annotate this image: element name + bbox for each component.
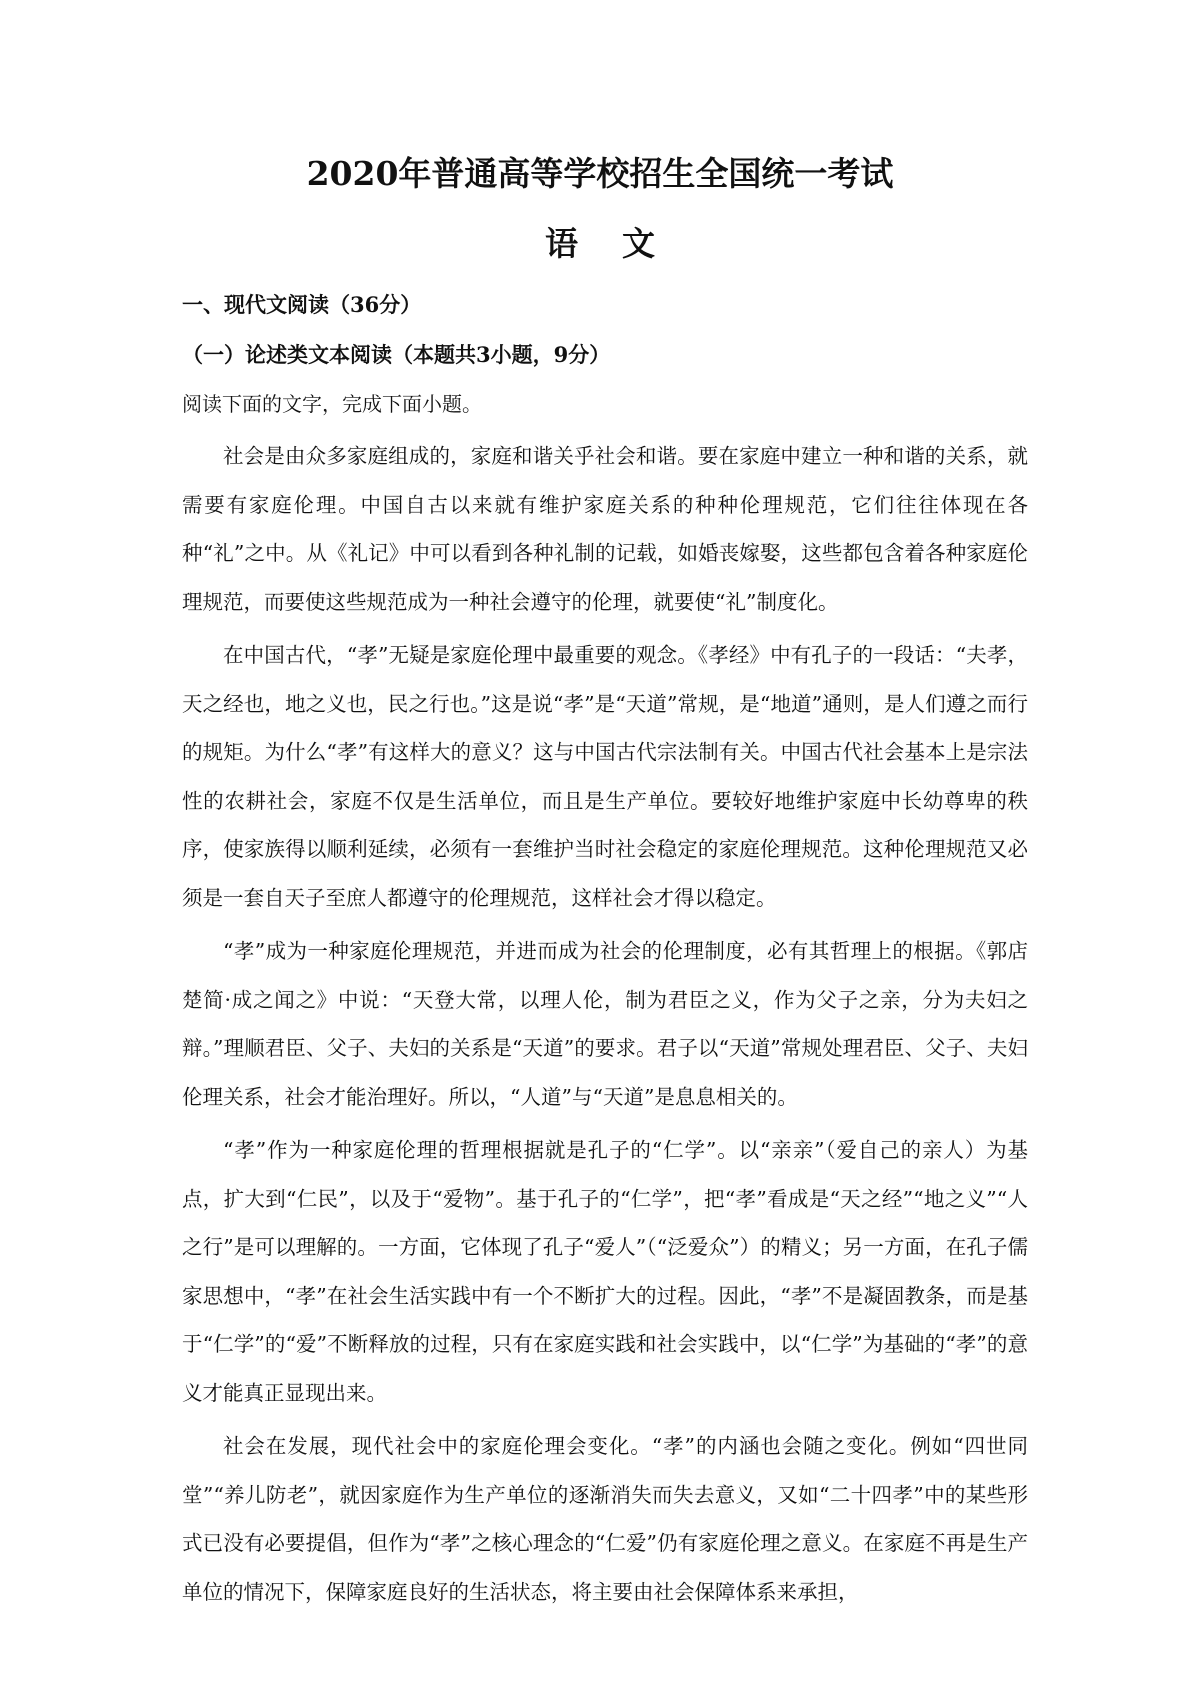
passage-paragraph-4: “孝”作为一种家庭伦理的哲理根据就是孔子的“仁学”。以“亲亲”（爱自己的亲人）为基点，扩大到“仁民”，以及于“爱物”。基于孔子的“仁学”，把“孝”看成是“天之经”“地之义”“人之行”是可以理解的。一方面，它体现了孔子“爱人”（“泛爱众”）的精义；另一方面，在孔子儒家思想中，“孝”在社会生活实践中有一个不断扩大的过程。因此，“孝”不是凝固教条，而是基于“仁学”的“爱”不断释放的过程，只有在家庭实践和社会实践中，以“仁学”为基础的“孝”的意义才能真正显现出来。 — [182, 1138, 1028, 1405]
reading-instruction: 阅读下面的文字，完成下面小题。 — [182, 392, 482, 416]
passage-paragraph-1: 社会是由众多家庭组成的，家庭和谐关乎社会和谐。要在家庭中建立一种和谐的关系，就需要有家庭伦理。中国自古以来就有维护家庭关系的种种伦理规范，它们往往体现在各种“礼”之中。从《礼记》中可以看到各种礼制的记载，如婚丧嫁娶，这些都包含着各种家庭伦理规范，而要使这些规范成为一种社会遵守的伦理，就要使“礼”制度化。 — [182, 444, 1028, 614]
exam-content — [182, 280, 1028, 1621]
section-heading: 一、现代文阅读（36分） — [182, 292, 422, 317]
subsection-heading: （一）论述类文本阅读（本题共3小题，9分） — [182, 342, 611, 367]
reading-passage — [182, 432, 1028, 1616]
subject-title: 语文 — [545, 224, 699, 263]
passage-paragraph-2: 在中国古代，“孝”无疑是家庭伦理中最重要的观念。《孝经》中有孔子的一段话：“夫孝，天之经也，地之义也，民之行也。”这是说“孝”是“天道”常规，是“地道”通则，是人们遵之而行的规矩。为什么“孝”有这样大的意义？这与中国古代宗法制有关。中国古代社会基本上是宗法性的农耕社会，家庭不仅是生活单位，而且是生产单位。要较好地维护家庭中长幼尊卑的秩序，使家族得以顺利延续，必须有一套维护当时社会稳定的家庭伦理规范。这种伦理规范又必须是一套自天子至庶人都遵守的伦理规范，这样社会才得以稳定。 — [182, 643, 1028, 910]
exam-title: 2020年普通高等学校招生全国统一考试 — [306, 154, 894, 193]
passage-paragraph-5: 社会在发展，现代社会中的家庭伦理会变化。“孝”的内涵也会随之变化。例如“四世同堂”“养儿防老”，就因家庭作为生产单位的逐渐消失而失去意义，又如“二十四孝”中的某些形式已没有必要提倡，但作为“孝”之核心理念的“仁爱”仍有家庭伦理之意义。在家庭不再是生产单位的情况下，保障家庭良好的生活状态，将主要由社会保障体系来承担， — [182, 1434, 1028, 1604]
passage-paragraph-3: “孝”成为一种家庭伦理规范，并进而成为社会的伦理制度，必有其哲理上的根据。《郭店楚简·成之闻之》中说：“天登大常，以理人伦，制为君臣之义，作为父子之亲，分为夫妇之辩。”理顺君臣、父子、夫妇的关系是“天道”的要求。君子以“天道”常规处理君臣、父子、夫妇伦理关系，社会才能治理好。所以，“人道”与“天道”是息息相关的。 — [182, 939, 1028, 1109]
